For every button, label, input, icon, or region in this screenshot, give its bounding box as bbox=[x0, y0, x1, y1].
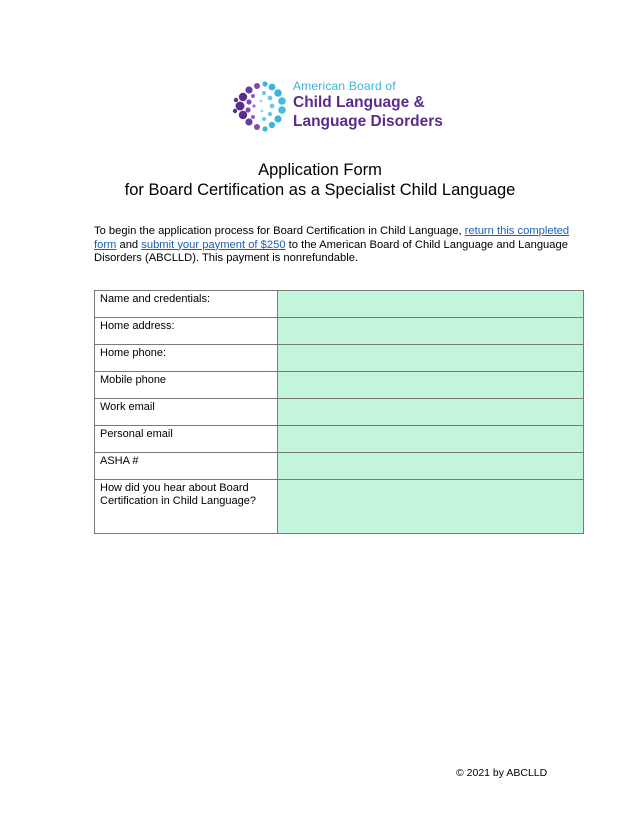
personal-email-field[interactable] bbox=[278, 426, 584, 453]
intro-text-1: To begin the application process for Board Certification in Child Language, bbox=[94, 225, 465, 237]
form-row-referral bbox=[95, 480, 584, 534]
logo-line-3: Language Disorders bbox=[293, 112, 443, 130]
form-row-name bbox=[95, 291, 584, 318]
copyright-footer: © 2021 by ABCLLD bbox=[456, 767, 548, 779]
name-label: Name and credentials: bbox=[95, 291, 278, 318]
title-line-1: Application Form bbox=[258, 161, 382, 179]
logo-line-1: American Board of bbox=[293, 79, 396, 93]
home-phone-field[interactable] bbox=[278, 345, 584, 372]
work-email-field[interactable] bbox=[278, 399, 584, 426]
asha-label: ASHA # bbox=[95, 453, 278, 480]
logo-line-2: Child Language & bbox=[293, 94, 425, 111]
logo-text bbox=[293, 80, 443, 129]
form-row-work-email bbox=[95, 399, 584, 426]
return-form-link[interactable]: return this completed form bbox=[94, 225, 570, 251]
form-row-home-phone bbox=[95, 345, 584, 372]
form-row-personal-email bbox=[95, 426, 584, 453]
form-row-asha bbox=[95, 453, 584, 480]
title-line-2: for Board Certification as a Specialist Child Language bbox=[124, 181, 516, 199]
abclld-logo bbox=[232, 78, 452, 136]
intro-text-2: and bbox=[116, 238, 142, 251]
home-address-label: Home address: bbox=[95, 318, 278, 345]
referral-label: How did you hear about Board Certification in Child Language? bbox=[95, 480, 278, 534]
submit-payment-link[interactable]: submit your payment of $250 bbox=[141, 238, 286, 251]
mobile-phone-label: Mobile phone bbox=[95, 372, 278, 399]
home-phone-label: Home phone: bbox=[95, 345, 278, 372]
home-address-field[interactable] bbox=[278, 318, 584, 345]
form-row-mobile-phone bbox=[95, 372, 584, 399]
personal-email-label: Personal email bbox=[95, 426, 278, 453]
asha-field[interactable] bbox=[278, 453, 584, 480]
page-title bbox=[0, 160, 640, 200]
logo-dots-icon bbox=[232, 78, 292, 136]
form-row-home-address bbox=[95, 318, 584, 345]
application-form-table bbox=[94, 290, 584, 534]
work-email-label: Work email bbox=[95, 399, 278, 426]
referral-field[interactable] bbox=[278, 480, 584, 534]
name-field[interactable] bbox=[278, 291, 584, 318]
intro-text-3: to the American Board of Child Language and Language Disorders (ABCLLD). This payment is nonrefundable. bbox=[94, 238, 568, 265]
intro-paragraph bbox=[94, 225, 578, 266]
mobile-phone-field[interactable] bbox=[278, 372, 584, 399]
